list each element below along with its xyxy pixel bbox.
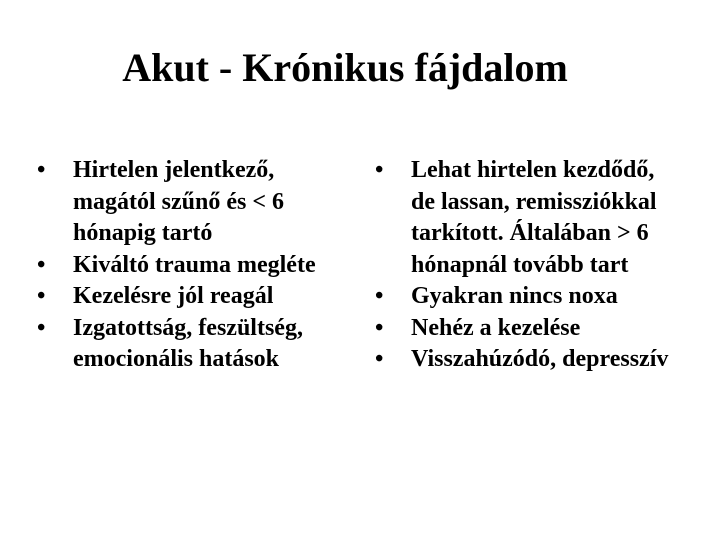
bullet-icon: • [37, 251, 46, 278]
list-item [37, 313, 342, 376]
list-item [375, 155, 675, 281]
bullet-text: Kezelésre jól reagál [73, 283, 274, 309]
bullet-icon: • [375, 157, 384, 183]
list-item [37, 155, 342, 250]
bullet-icon: • [37, 314, 46, 341]
bullet-icon: • [375, 283, 384, 309]
bullet-text: Kiváltó trauma megléte [73, 251, 316, 278]
bullet-text: Nehéz a kezelése [411, 314, 581, 341]
bullet-text: Izgatottság, feszültség, emocionális hatások [73, 314, 303, 372]
bullet-icon: • [375, 314, 384, 341]
list-item [375, 344, 675, 376]
list-item [375, 281, 675, 313]
left-bullet-list [37, 155, 342, 376]
list-item [37, 250, 342, 282]
list-item [37, 281, 342, 313]
bullet-icon: • [37, 157, 46, 183]
bullet-icon: • [37, 283, 46, 309]
bullet-text: Visszahúzódó, depresszív [411, 346, 669, 372]
list-item [375, 313, 675, 345]
slide-title: Akut - Krónikus fájdalom [122, 45, 568, 90]
bullet-text: Hirtelen jelentkező, magától szűnő és < 6 hónapig tartó [73, 157, 285, 246]
bullet-text: Gyakran nincs noxa [411, 283, 618, 309]
bullet-text: Lehat hirtelen kezdődő, de lassan, remissziókkal tarkított. Általában > 6 hónapnál tovább tart [411, 157, 657, 278]
right-bullet-list [375, 155, 675, 376]
bullet-icon: • [375, 346, 384, 372]
